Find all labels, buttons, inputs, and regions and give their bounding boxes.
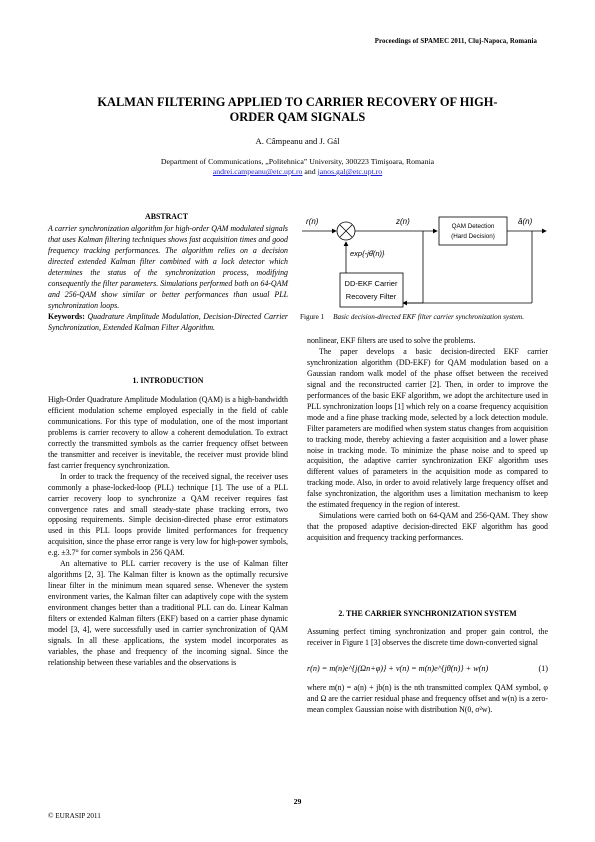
email-separator: and bbox=[304, 167, 316, 176]
section-2-continued bbox=[307, 683, 548, 716]
section-2-intro bbox=[307, 627, 548, 649]
right-column-body bbox=[307, 336, 548, 544]
output-symbol-label: â(n) bbox=[518, 217, 533, 226]
section-2-heading: 2. THE CARRIER SYNCHRONIZATION SYSTEM bbox=[338, 609, 517, 618]
authors: A. Câmpeanu and J. Gál bbox=[255, 136, 340, 146]
intro-heading: 1. INTRODUCTION bbox=[132, 376, 204, 385]
title-line-1: KALMAN FILTERING APPLIED TO CARRIER RECOVERY OF HIGH- bbox=[97, 95, 498, 109]
qam-detection-block bbox=[439, 217, 507, 245]
mixer-output-label: z(n) bbox=[396, 217, 410, 226]
keywords bbox=[48, 312, 288, 334]
exp-phase-label: exp{-jθ̂(n)} bbox=[350, 249, 385, 258]
multiplier-icon bbox=[337, 222, 355, 240]
title-line-2: ORDER QAM SIGNALS bbox=[229, 109, 366, 124]
qam-detection-line-2: (Hard Decision) bbox=[451, 233, 495, 240]
intro-paragraph-3: An alternative to PLL carrier recovery is the use of Kalman filter algorithms [2, 3]. The Kalman filter is known as the optimally recursive linear filter in the minimum mean squared sense. Whenever the system environment varies, the Kalman filter can adaptively cope with the system environment changes better than a traditional PLL can do. Linear Kalman filters or extended Kalman filters (EKF) based on a carrier phase dynamic model [3, 4], were successfully used in carrier synchronization of QAM signals. In all these applications, the system model incorporates as variables, the phase and frequency of the incoming signal. Since the relationship between these variables and the observations is bbox=[48, 559, 288, 667]
intro-paragraph-2: In order to track the frequency of the received signal, the receiver uses commonly a phase-locked-loop (PLL) technique [1]. The use of a PLL carrier recovery loop to synchronize a QAM receiver requires fast convergence rates and small steady-state phase tracking errors, two opposing requirements. Simple decision-directed phase error estimators used in this PLL loops provide limited performances for frequency acquisition, since the phase error range is very low for high-power symbols, e.g. ±3.7° for corner symbols in 256 QAM. bbox=[48, 471, 288, 558]
keywords-text: Quadrature Amplitude Modulation, Decision-Directed Carrier Synchronization, Extended Kalman Filter Algorithm. bbox=[48, 311, 288, 332]
figure-caption bbox=[300, 313, 550, 322]
abstract-heading: ABSTRACT bbox=[145, 212, 188, 221]
figure-1-block-diagram bbox=[300, 210, 550, 320]
email-link-campeanu[interactable]: andrei.campeanu@etc.upt.ro bbox=[212, 167, 303, 176]
section-2-paragraph-2: where m(n) = a(n) + jb(n) is the nth transmitted complex QAM symbol, φ and Ω are the carrier residual phase and frequency offset and w(n) is a zero-mean complex Gaussian noise with distribution N(0, σ²w). bbox=[307, 683, 548, 714]
abstract-body bbox=[48, 224, 288, 334]
affiliation: Department of Communications, „Politehnica” University, 300223 Timişoara, Romania bbox=[160, 157, 435, 166]
page-number: 29 bbox=[293, 797, 302, 806]
dd-ekf-line-1: DD-EKF Carrier bbox=[344, 279, 398, 288]
equation-number: (1) bbox=[538, 664, 548, 673]
section-2-paragraph-1: Assuming perfect timing synchronization and proper gain control, the receiver in Figure 1 [3] observes the discrete time down-converted signal bbox=[307, 627, 548, 647]
intro-body bbox=[48, 395, 288, 669]
abstract-text: A carrier synchronization algorithm for high-order QAM modulated signals that uses Kalman filtering techniques shows fast acquisition times and good frequency tracking performances. The algorithm relies on a decision directed extended Kalman filter combined with a lock detector which determines the status of the synchronization process, modifying consequently the filter parameters. Simulations performed both on 64-QAM and 256-QAM show similar or better performances than usual PLL synchronization loops. bbox=[48, 224, 288, 310]
dd-ekf-line-2: Recovery Filter bbox=[345, 292, 397, 301]
keywords-label: Keywords: bbox=[48, 311, 85, 321]
equation-1 bbox=[307, 664, 548, 673]
proceedings-header: Proceedings of SPAMEC 2011, Cluj-Napoca, Romania bbox=[374, 38, 537, 45]
intro-paragraph-1: High-Order Quadrature Amplitude Modulation (QAM) is a high-bandwidth efficient modulation scheme employed especially in the field of cable communications. For this type of modulation, one of the most important problems is carrier recovery to allow a coherent demodulation. To extract correctly the transmitted symbols as the carrier frequency offset between the transmitter and receiver is inevitable, the receiver must provide blind fast carrier frequency synchronization. bbox=[48, 395, 288, 470]
email-link-gal[interactable]: janos.gal@etc.upt.ro bbox=[317, 167, 383, 176]
right-paragraph-2: The paper develops a basic decision-directed EKF carrier synchronization algorithm (DD-EKF) for QAM modulation based on a Gaussian random walk model of the phase offset between the received signal and the reconstructed carrier [2]. Then, in order to improve the performances of the basic EKF algorithm, we adopt the architecture used in PLL synchronization loops [1] which rely on a coarse frequency acquisition mode and a fine phase tracking mode, selected by a lock detection module. Filter parameters are modified when system status changes from acquisition to tracking mode, thereby achieving a faster acquisition and a lower phase noise in tracking mode. To minimize the phase noise and to speed up acquisition, the adaptive carrier synchronization EKF algorithm uses different values of parameters in the acquisition mode as compared to tracking mode. Also, in order to avoid relatively large frequency offset and false synchronization, the algorithm uses a limitation mechanism to keep the estimated frequency in the region of interest. bbox=[307, 346, 548, 510]
right-paragraph-3: Simulations were carried both on 64-QAM and 256-QAM. They show that the proposed adaptive decision-directed EKF algorithm has good acquisition and frequency tracking performances. bbox=[307, 511, 548, 543]
copyright-footer: © EURASIP 2011 bbox=[48, 812, 101, 820]
qam-detection-line-1: QAM Detection bbox=[451, 223, 495, 230]
figure-caption-number: Figure 1 bbox=[300, 313, 325, 321]
figure-caption-text: Basic decision-directed EKF filter carrier synchronization system. bbox=[333, 313, 525, 321]
equation-text: r(n) = m(n)e^{j(Ωn+φ)} + v(n) = m(n)e^{jθ(n)} + w(n) bbox=[307, 664, 489, 673]
author-emails bbox=[0, 167, 595, 176]
right-paragraph-1: nonlinear, EKF filters are used to solve the problems. bbox=[307, 336, 476, 345]
input-signal-label: r(n) bbox=[306, 217, 319, 226]
paper-title bbox=[60, 95, 535, 124]
